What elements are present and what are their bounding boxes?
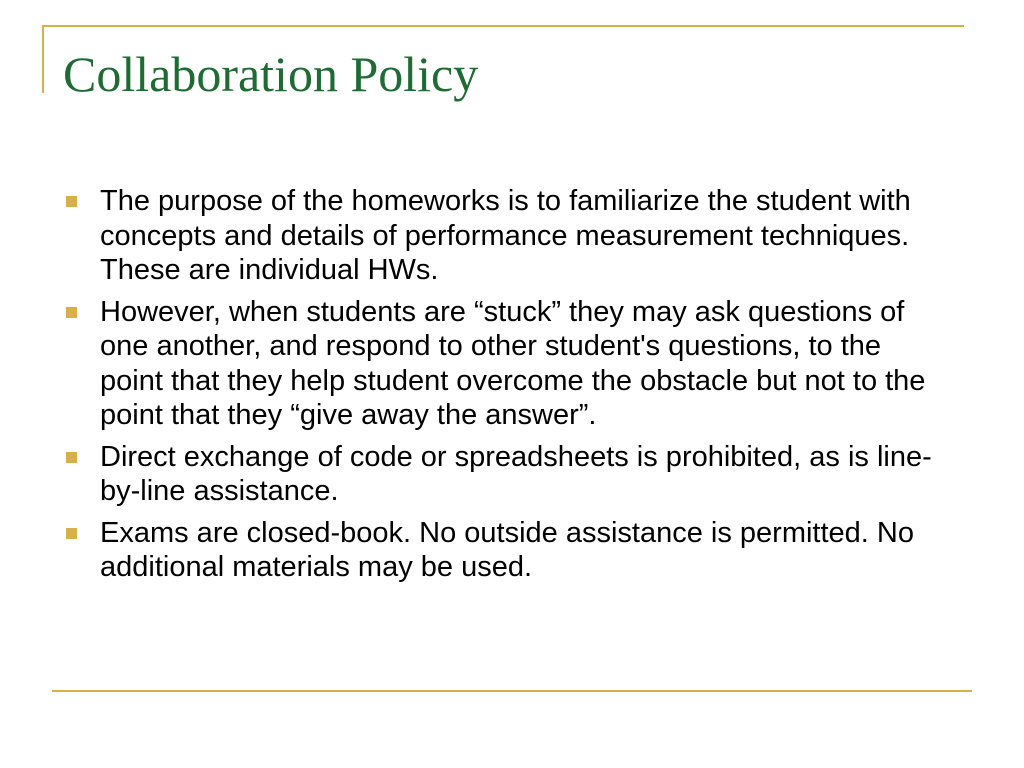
square-bullet-icon: [66, 307, 77, 318]
left-rule: [42, 25, 44, 93]
bullet-text: The purpose of the homeworks is to familiarize the student with concepts and details of performance measurement techniques. These are individual HWs.: [100, 185, 911, 286]
bullet-item-code-exchange: [62, 440, 942, 509]
bullet-item-exams: [62, 516, 942, 585]
square-bullet-icon: [66, 452, 77, 463]
bullet-text: Exams are closed-book. No outside assistance is permitted. No additional materials may be used.: [100, 516, 914, 583]
square-bullet-icon: [66, 528, 77, 539]
bottom-rule: [52, 690, 972, 692]
bullet-text: However, when students are “stuck” they may ask questions of one another, and respond to other student's questions, to the point that they help student overcome the obstacle but not to the point that they “give away the answer”.: [100, 295, 926, 431]
bullet-text: Direct exchange of code or spreadsheets is prohibited, as is line-by-line assistance.: [100, 440, 932, 507]
bullet-item-collaboration: [62, 295, 942, 433]
slide-title: Collaboration Policy: [63, 46, 479, 102]
top-rule: [42, 25, 964, 27]
bullet-item-purpose: [62, 184, 942, 288]
square-bullet-icon: [66, 196, 77, 207]
bullet-list: [62, 184, 942, 592]
